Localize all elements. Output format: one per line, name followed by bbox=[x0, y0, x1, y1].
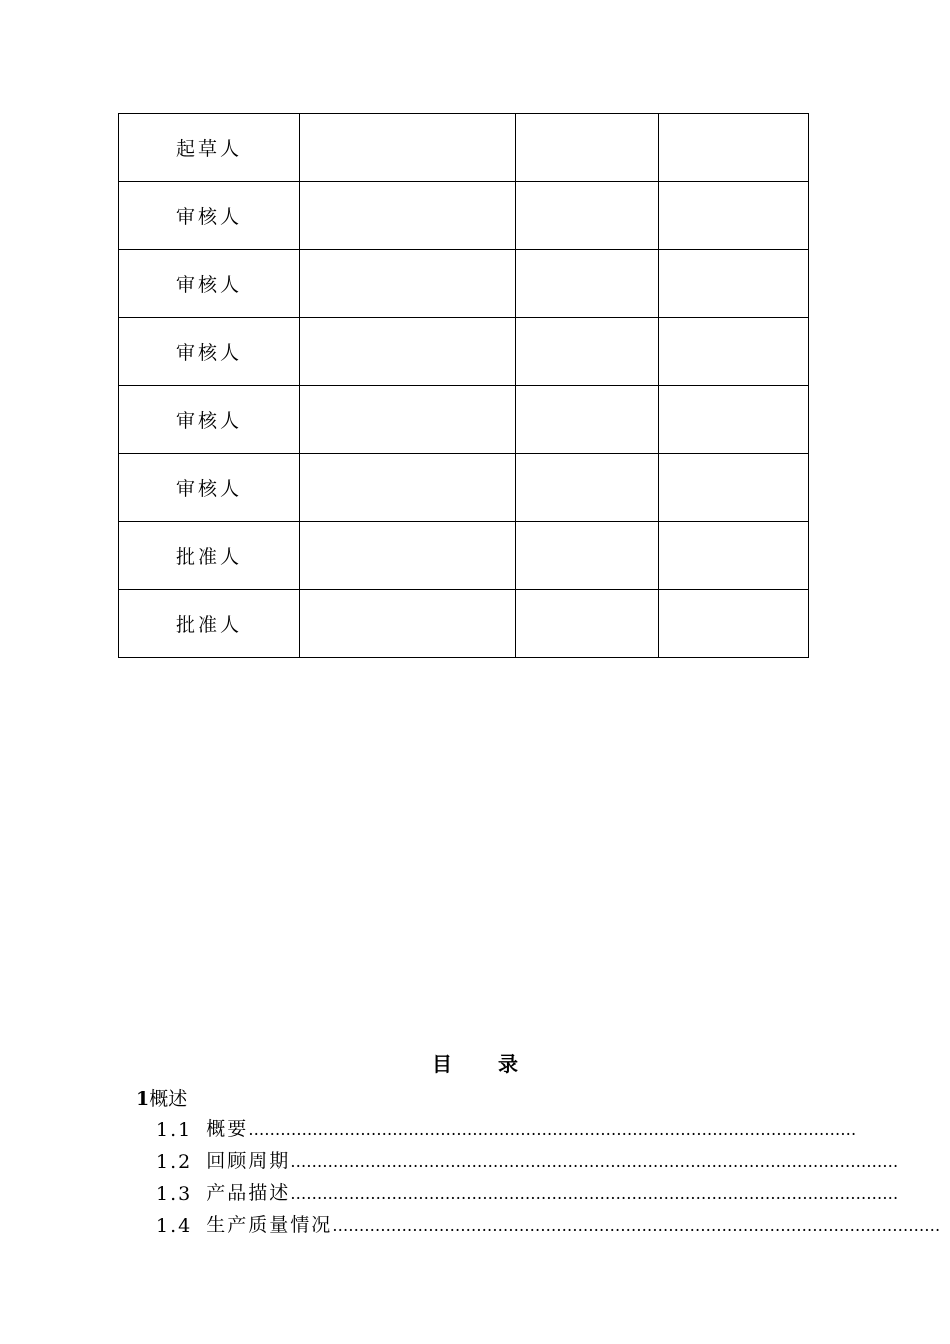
dot-leader: …………………………………………………………………………………………………… bbox=[290, 1152, 899, 1171]
entry-label: 概要 bbox=[206, 1118, 249, 1140]
table-row bbox=[119, 318, 809, 386]
date-cell bbox=[659, 522, 809, 590]
name-cell bbox=[300, 182, 516, 250]
table-row bbox=[119, 590, 809, 658]
dot-leader: …………………………………………………………………………………………………… bbox=[248, 1120, 857, 1139]
toc-entry[interactable] bbox=[156, 1113, 857, 1141]
name-cell bbox=[300, 454, 516, 522]
signature-cell bbox=[516, 182, 659, 250]
date-cell bbox=[659, 386, 809, 454]
signature-table bbox=[118, 113, 809, 658]
table-row bbox=[119, 386, 809, 454]
role-cell: 起草人 bbox=[119, 114, 300, 182]
entry-number: 1.4 bbox=[156, 1215, 193, 1237]
date-cell bbox=[659, 250, 809, 318]
role-cell: 审核人 bbox=[119, 318, 300, 386]
name-cell bbox=[300, 386, 516, 454]
table-row bbox=[119, 250, 809, 318]
role-cell: 审核人 bbox=[119, 182, 300, 250]
chapter-label: 概述 bbox=[149, 1088, 188, 1110]
toc-entry[interactable] bbox=[156, 1209, 941, 1237]
table-row bbox=[119, 454, 809, 522]
role-cell: 审核人 bbox=[119, 250, 300, 318]
entry-label: 生产质量情况 bbox=[206, 1214, 333, 1236]
date-cell bbox=[659, 454, 809, 522]
role-cell: 审核人 bbox=[119, 386, 300, 454]
entry-label: 产品描述 bbox=[206, 1182, 291, 1204]
signature-cell bbox=[516, 386, 659, 454]
signature-cell bbox=[516, 522, 659, 590]
toc-entry[interactable] bbox=[156, 1177, 899, 1205]
toc-title bbox=[0, 1048, 950, 1077]
role-cell: 批准人 bbox=[119, 522, 300, 590]
toc-chapter-1[interactable] bbox=[136, 1084, 187, 1111]
date-cell bbox=[659, 318, 809, 386]
date-cell bbox=[659, 182, 809, 250]
date-cell bbox=[659, 590, 809, 658]
signature-cell bbox=[516, 590, 659, 658]
role-cell: 批准人 bbox=[119, 590, 300, 658]
signature-cell bbox=[516, 114, 659, 182]
name-cell bbox=[300, 114, 516, 182]
entry-number: 1.1 bbox=[156, 1119, 193, 1141]
table-row bbox=[119, 522, 809, 590]
signature-cell bbox=[516, 250, 659, 318]
toc-title-left: 目 bbox=[432, 1052, 452, 1076]
toc-title-right: 录 bbox=[498, 1052, 518, 1076]
signature-cell bbox=[516, 318, 659, 386]
table-row bbox=[119, 182, 809, 250]
entry-number: 1.3 bbox=[156, 1183, 193, 1205]
dot-leader: …………………………………………………………………………………………………… bbox=[332, 1216, 941, 1235]
chapter-number: 1 bbox=[136, 1088, 150, 1110]
toc-entry[interactable] bbox=[156, 1145, 899, 1173]
name-cell bbox=[300, 250, 516, 318]
name-cell bbox=[300, 522, 516, 590]
role-cell: 审核人 bbox=[119, 454, 300, 522]
table-row bbox=[119, 114, 809, 182]
entry-number: 1.2 bbox=[156, 1151, 193, 1173]
signature-cell bbox=[516, 454, 659, 522]
name-cell bbox=[300, 318, 516, 386]
dot-leader: …………………………………………………………………………………………………… bbox=[290, 1184, 899, 1203]
date-cell bbox=[659, 114, 809, 182]
name-cell bbox=[300, 590, 516, 658]
entry-label: 回顾周期 bbox=[206, 1150, 291, 1172]
